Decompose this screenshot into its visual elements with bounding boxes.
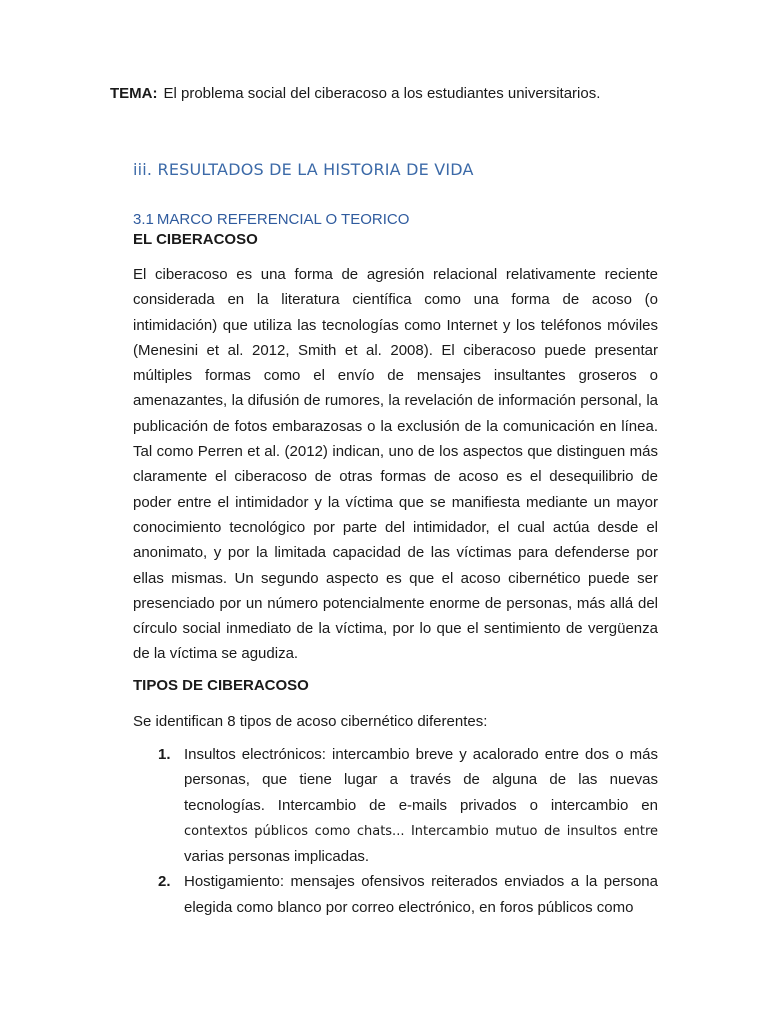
heading-tipos: TIPOS DE CIBERACOSO <box>133 677 309 694</box>
list-item-number: 1. <box>158 746 171 763</box>
list-item-text: Insultos electrónicos: intercambio breve y acalorado entre dos o más personas, que tiene lugar a través de alguna de las nuevas tecnologías. Intercambio de e-mails privados o intercambio en <box>184 746 658 814</box>
list-item-number: 2. <box>158 873 171 891</box>
topic-label: TEMA: <box>110 85 158 102</box>
list-item <box>158 742 658 869</box>
section-title: iii. RESULTADOS DE LA HISTORIA DE VIDA <box>133 160 474 179</box>
list-item <box>158 869 658 920</box>
subsection-title: MARCO REFERENCIAL O TEORICO <box>156 211 410 228</box>
subsection-number: 3.1 <box>133 211 154 228</box>
topic-line <box>110 85 600 102</box>
paragraph-tipos-intro: Se identifican 8 tipos de acoso cibernético diferentes: <box>133 713 488 730</box>
list-item-text-alt-font: contextos públicos como chats... Intercambio mutuo de insultos entre <box>184 823 658 839</box>
list-item-text: Hostigamiento: mensajes ofensivos reiterados enviados a la persona elegida como blanco por correo electrónico, en foros públicos como <box>184 873 658 916</box>
paragraph-ciberacoso: El ciberacoso es una forma de agresión relacional relativamente reciente considerada en la literatura científica como una forma de acoso (o intimidación) que utiliza las tecnologías como Internet y los teléfonos móviles (Menesini et al. 2012, Smith et al. 2008). El ciberacoso puede presentar múltiples formas como el envío de mensajes insultantes groseros o amenazantes, la difusión de rumores, la revelación de información personal, la publicación de fotos embarazosas o la exclusión de la comunicación en línea. Tal como Perren et al. (2012) indican, uno de los aspectos que distinguen más claramente el ciberacoso de otras formas de acoso es el desequilibrio de poder entre el intimidador y la víctima que se manifiesta mediante un mayor conocimiento tecnológico por parte del intimidador, el cual actúa desde el anonimato, y por la limitada capacidad de las víctimas para defenderse por ellas mismas. Un segundo aspecto es que el acoso cibernético puede ser presenciado por un número potencialmente enorme de personas, más allá del círculo social inmediato de la víctima, por lo que el sentimiento de vergüenza de la víctima se agudiza. <box>133 266 658 663</box>
list-item-text-end: varias personas implicadas. <box>184 848 370 866</box>
types-list <box>158 742 658 920</box>
topic-text: El problema social del ciberacoso a los estudiantes universitarios. <box>163 85 601 102</box>
heading-ciberacoso: EL CIBERACOSO <box>133 231 258 248</box>
subsection-heading <box>133 211 409 228</box>
